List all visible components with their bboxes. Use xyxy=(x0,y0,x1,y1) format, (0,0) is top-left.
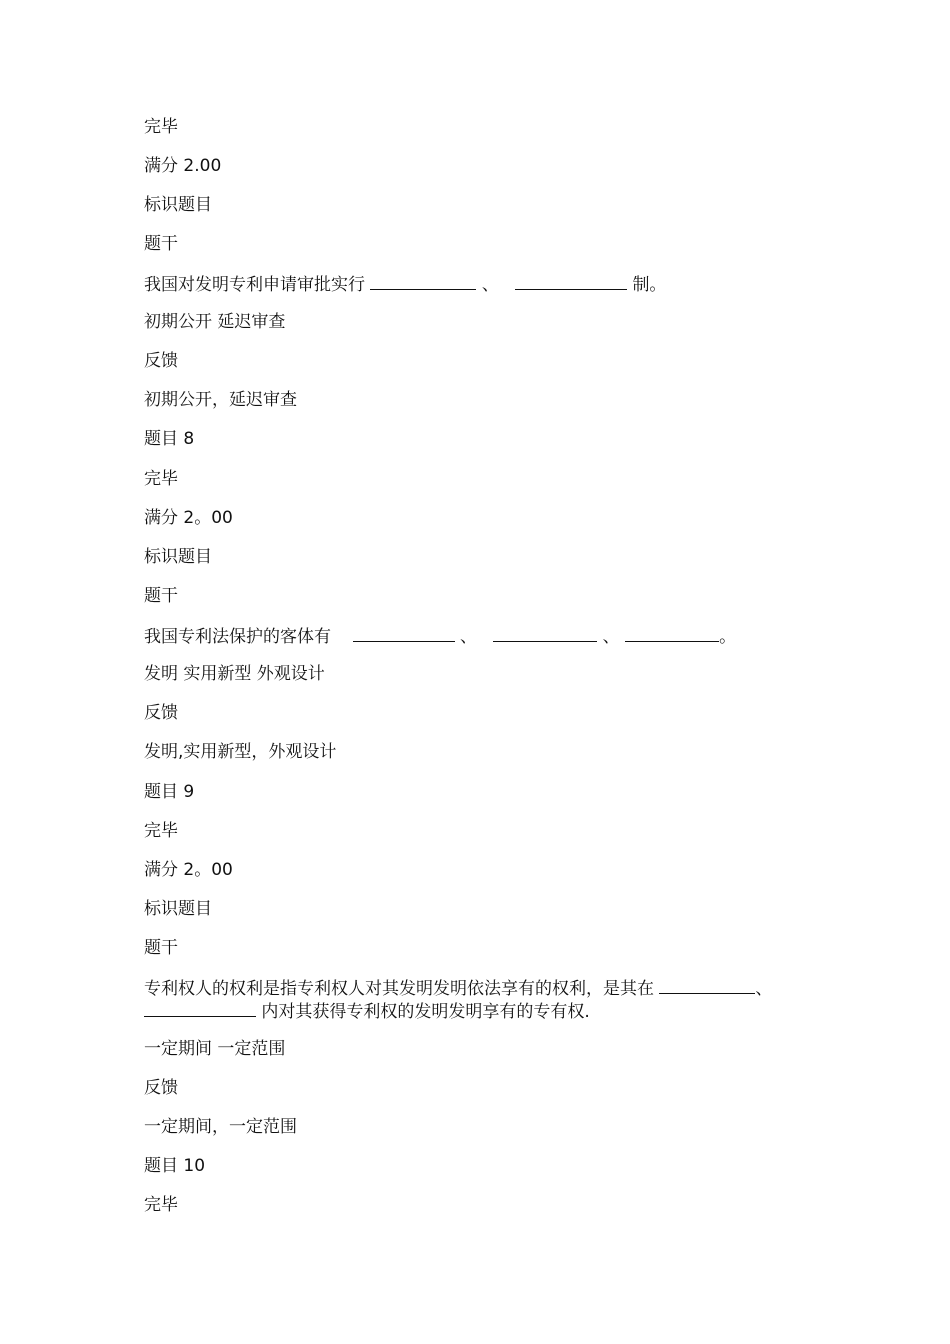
q7-stem xyxy=(144,272,666,296)
q7-feedback: 初期公开，延迟审查 xyxy=(144,390,297,410)
q9-answer: 一定期间 一定范围 xyxy=(144,1039,286,1059)
q7-stem-end: 制。 xyxy=(632,275,667,295)
q10-title: 题目 10 xyxy=(144,1156,206,1176)
q8-answer: 发明 实用新型 外观设计 xyxy=(144,664,325,684)
q8-stem-end: 。 xyxy=(719,627,737,647)
q9-stem-text-2: 内对其获得专利权的发明发明享有的专有权. xyxy=(261,1002,590,1022)
q9-score: 满分 2。00 xyxy=(144,860,233,880)
q8-stem-sep-1: 、 xyxy=(460,627,478,647)
q7-feedback-label: 反馈 xyxy=(144,351,178,371)
q9-stem-sep: 、 xyxy=(755,979,773,999)
q7-stem-sep: 、 xyxy=(481,275,499,295)
q9-stem-line-1 xyxy=(144,976,772,1000)
q8-status: 完毕 xyxy=(144,469,178,489)
q8-stem-label: 题干 xyxy=(144,586,178,606)
q9-blank-1[interactable] xyxy=(659,976,755,994)
q7-stem-label: 题干 xyxy=(144,234,178,254)
q9-feedback: 一定期间，一定范围 xyxy=(144,1117,297,1137)
q7-blank-1[interactable] xyxy=(370,272,476,290)
q8-feedback-label: 反馈 xyxy=(144,703,178,723)
q9-stem-text: 专利权人的权利是指专利权人对其发明发明依法享有的权利，是其在 xyxy=(144,979,654,999)
q8-title: 题目 8 xyxy=(144,429,195,449)
q8-blank-3[interactable] xyxy=(625,624,719,642)
q9-flag-question[interactable]: 标识题目 xyxy=(144,899,212,919)
q10-status: 完毕 xyxy=(144,1195,178,1215)
q8-stem xyxy=(144,624,736,648)
q9-stem-label: 题干 xyxy=(144,938,178,958)
q8-score: 满分 2。00 xyxy=(144,508,233,528)
q7-answer: 初期公开 延迟审查 xyxy=(144,312,286,332)
q8-flag-question[interactable]: 标识题目 xyxy=(144,547,212,567)
q9-feedback-label: 反馈 xyxy=(144,1078,178,1098)
q8-stem-text: 我国专利法保护的客体有 xyxy=(144,627,331,647)
q8-blank-2[interactable] xyxy=(493,624,597,642)
q8-feedback: 发明,实用新型，外观设计 xyxy=(144,742,337,762)
q7-status: 完毕 xyxy=(144,117,178,137)
q7-blank-2[interactable] xyxy=(515,272,627,290)
q7-flag-question[interactable]: 标识题目 xyxy=(144,195,212,215)
q7-score: 满分 2.00 xyxy=(144,156,222,176)
q9-blank-2[interactable] xyxy=(144,999,256,1017)
q9-stem-line-2 xyxy=(144,999,590,1023)
q9-title: 题目 9 xyxy=(144,782,195,802)
q8-blank-1[interactable] xyxy=(353,624,455,642)
q7-stem-text: 我国对发明专利申请审批实行 xyxy=(144,275,365,295)
q8-stem-sep-2: 、 xyxy=(602,627,620,647)
q9-status: 完毕 xyxy=(144,821,178,841)
